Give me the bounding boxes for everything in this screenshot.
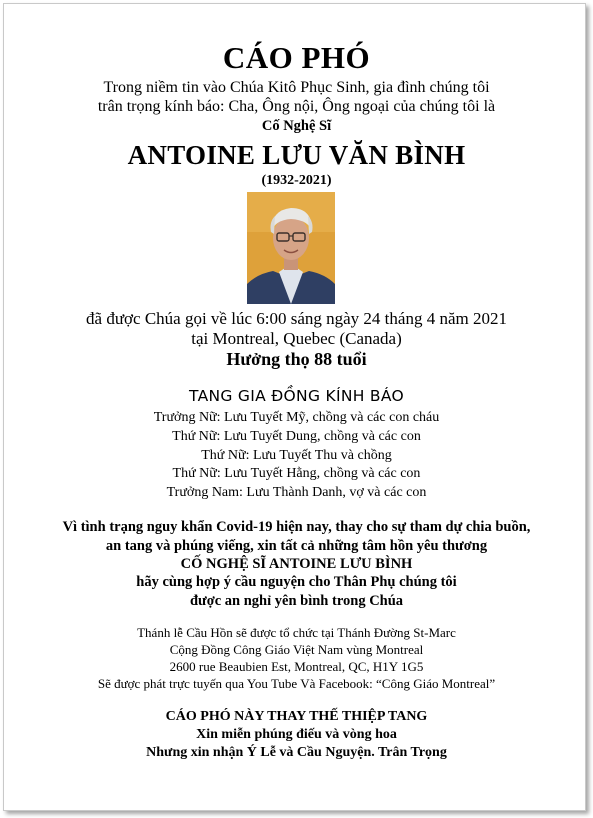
called-home-line-1: đã được Chúa gọi về lúc 6:00 sáng ngày 24 tháng 4 năm 2021 [86, 309, 507, 328]
life-years: (1932-2021) [261, 173, 332, 188]
family-heading: TANG GIA ĐỒNG KÍNH BÁO [189, 387, 404, 405]
intro-line-2: trân trọng kính báo: Cha, Ông nội, Ông ngoại của chúng tôi là [97, 98, 496, 115]
honorific: Cố Nghệ Sĩ [261, 118, 332, 134]
age-at-death: Hưởng thọ 88 tuổi [226, 349, 367, 369]
mass-info-line: Cộng Đồng Công Giáo Việt Nam vùng Montreal [169, 642, 424, 657]
deceased-name: ANTOINE LƯU VĂN BÌNH [127, 140, 466, 170]
called-home-line-2: tại Montreal, Quebec (Canada) [191, 329, 402, 348]
appeal-line: Vì tình trạng nguy khẩn Covid-19 hiện nay, thay cho sự tham dự chia buồn, [62, 519, 531, 535]
family-member: Trưởng Nữ: Lưu Tuyết Mỹ, chồng và các con cháu [153, 410, 440, 425]
closing-line: CÁO PHÓ NÀY THAY THẾ THIỆP TANG [165, 709, 428, 724]
family-member: Thứ Nữ: Lưu Tuyết Dung, chồng và các con [172, 429, 421, 444]
closing-line: Nhưng xin nhận Ý Lễ và Cầu Nguyện. Trân Trọng [146, 745, 447, 760]
notice-title: CÁO PHÓ [222, 40, 371, 75]
mass-info-line: Sẽ được phát trực tuyến qua You Tube Và Facebook: “Công Giáo Montreal” [97, 676, 496, 691]
portrait-photo [247, 192, 335, 304]
appeal-line: an tang và phúng viếng, xin tất cả những tâm hồn yêu thương [105, 538, 488, 554]
portrait-illustration [247, 192, 335, 304]
appeal-line: hãy cùng hợp ý cầu nguyện cho Thân Phụ chúng tôi [136, 574, 457, 590]
mass-info-line: Thánh lễ Cầu Hồn sẽ được tổ chức tại Thánh Đường St-Marc [137, 625, 456, 640]
appeal-line: CỐ NGHỆ SĨ ANTOINE LƯU BÌNH [180, 556, 413, 572]
mass-info-line: 2600 rue Beaubien Est, Montreal, QC, H1Y 1G5 [169, 659, 424, 674]
family-member: Thứ Nữ: Lưu Tuyết Thu và chồng [201, 448, 392, 463]
family-member: Thứ Nữ: Lưu Tuyết Hằng, chồng và các con [172, 466, 421, 481]
intro-line-1: Trong niềm tin vào Chúa Kitô Phục Sinh, gia đình chúng tôi [103, 79, 490, 96]
appeal-line: được an nghỉ yên bình trong Chúa [189, 593, 404, 609]
family-member: Trưởng Nam: Lưu Thành Danh, vợ và các con [166, 485, 427, 500]
closing-line: Xin miễn phúng điếu và vòng hoa [196, 727, 397, 742]
